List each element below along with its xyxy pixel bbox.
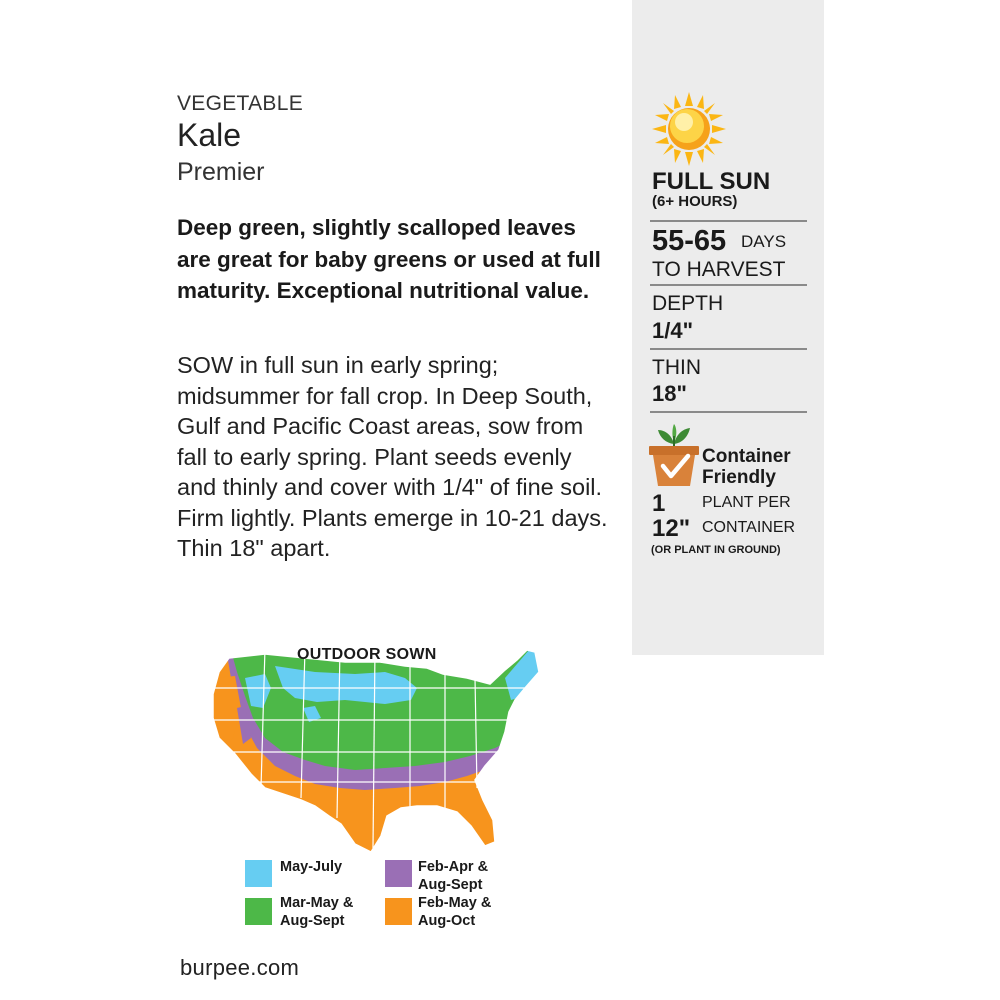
sun-requirement: FULL SUN bbox=[652, 168, 771, 195]
legend-label-may-july: May-July bbox=[280, 859, 343, 875]
legend-swatch-feb-may bbox=[385, 898, 412, 925]
legend-label-feb-apr: Feb-Apr & Aug-Sept bbox=[418, 859, 489, 893]
container-friendly-label: Container Friendly bbox=[702, 446, 791, 488]
harvest-label: TO HARVEST bbox=[652, 258, 786, 281]
legend-swatch-may-july bbox=[245, 860, 272, 887]
sowing-instructions: SOW in full sun in early spring; midsummer for fall crop. In Deep South, Gulf and Pacific Coast areas, sow from fall to early spring. Plant seeds evenly and thinly and cover with 1/4" of fine soil. Firm lightly. Plants emerge in 10-21 days. Thin 18" apart. bbox=[177, 352, 608, 561]
divider bbox=[650, 284, 807, 286]
ground-note: (OR PLANT IN GROUND) bbox=[651, 544, 781, 556]
divider bbox=[650, 348, 807, 350]
map-title: OUTDOOR SOWN bbox=[297, 646, 437, 663]
plant-per-label: PLANT PER bbox=[702, 494, 791, 511]
us-planting-zone-map bbox=[205, 648, 550, 858]
legend-label-mar-may: Mar-May & Aug-Sept bbox=[280, 895, 354, 929]
product-name: Kale bbox=[177, 117, 242, 153]
container-size: 12" bbox=[652, 515, 691, 542]
depth-label: DEPTH bbox=[652, 292, 724, 315]
divider bbox=[650, 411, 807, 413]
website-link[interactable]: burpee.com bbox=[180, 955, 300, 980]
product-category: VEGETABLE bbox=[177, 92, 304, 115]
plants-per-container: 1 bbox=[652, 490, 666, 517]
days-label: DAYS bbox=[741, 232, 787, 251]
sun-hours: (6+ HOURS) bbox=[652, 193, 738, 210]
legend-swatch-mar-may bbox=[245, 898, 272, 925]
sun-icon bbox=[652, 92, 726, 166]
plant-pot-check-icon bbox=[648, 422, 700, 488]
legend-swatch-feb-apr bbox=[385, 860, 412, 887]
description-headline: Deep green, slightly scalloped leaves are great for baby greens or used at full maturity. Exceptional nutritional value. bbox=[177, 215, 601, 303]
product-variety: Premier bbox=[177, 158, 265, 186]
depth-value: 1/4" bbox=[652, 318, 694, 343]
container-word: CONTAINER bbox=[702, 519, 796, 536]
days-to-harvest-value: 55-65 bbox=[652, 225, 727, 257]
thin-label: THIN bbox=[652, 356, 701, 379]
thin-value: 18" bbox=[652, 381, 687, 406]
divider bbox=[650, 220, 807, 222]
legend-label-feb-may: Feb-May & Aug-Oct bbox=[418, 895, 492, 929]
